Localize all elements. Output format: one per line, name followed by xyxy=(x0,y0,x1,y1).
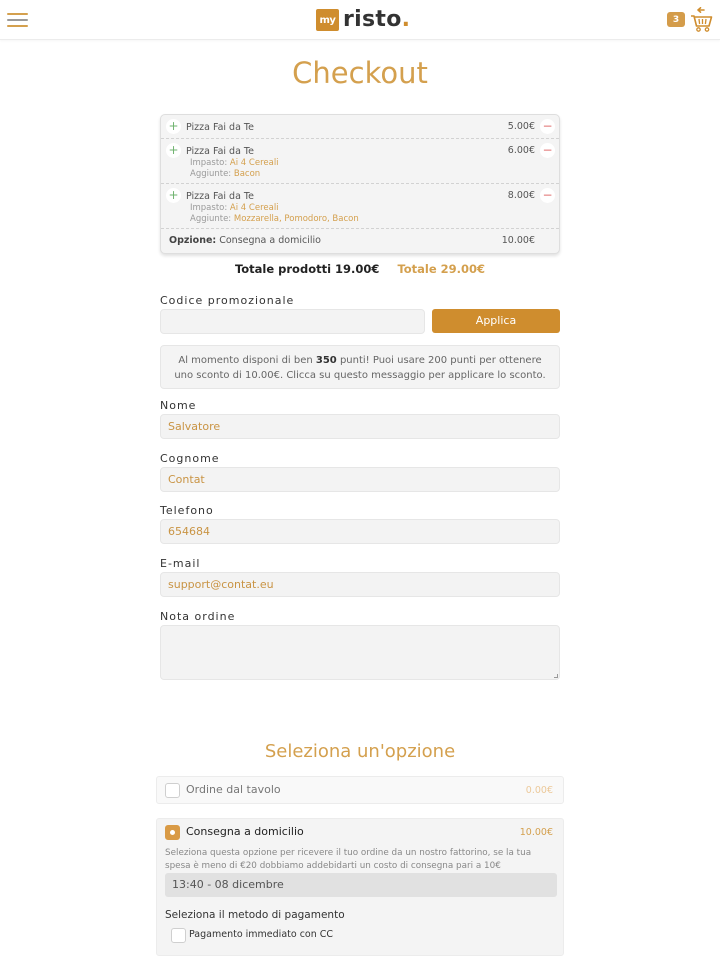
logo-text: risto xyxy=(343,7,402,32)
selected-option-row xyxy=(161,229,559,253)
option-value: Consegna a domicilio xyxy=(219,235,321,246)
delivery-checkbox[interactable] xyxy=(165,825,180,840)
decrease-quantity-button[interactable]: − xyxy=(540,143,555,158)
payment-method-title: Seleziona il metodo di pagamento xyxy=(165,909,345,921)
item-impasto xyxy=(186,203,559,214)
cart-list xyxy=(160,114,560,254)
nome-label: Nome xyxy=(160,399,197,412)
nota-ordine-textarea[interactable] xyxy=(160,625,560,680)
item-price: 8.00€ xyxy=(507,190,535,201)
cognome-label: Cognome xyxy=(160,452,220,465)
aggiunte-label: Aggiunte: xyxy=(190,169,232,179)
loyalty-points-message[interactable] xyxy=(160,345,560,389)
table-order-label: Ordine dal tavolo xyxy=(186,783,281,796)
cart-item xyxy=(161,115,559,139)
increase-quantity-button[interactable]: + xyxy=(166,188,181,203)
telefono-label: Telefono xyxy=(160,504,214,517)
cognome-input[interactable] xyxy=(160,467,560,492)
promo-code-label: Codice promozionale xyxy=(160,294,295,307)
aggiunte-value: Bacon xyxy=(233,169,261,179)
aggiunte-label: Aggiunte: xyxy=(190,214,232,224)
impasto-value: Ai 4 Cereali xyxy=(229,203,279,213)
products-total: Totale prodotti 19.00€ xyxy=(234,262,380,276)
cc-payment-label: Pagamento immediato con CC xyxy=(189,929,334,940)
item-price: 5.00€ xyxy=(507,121,535,132)
item-aggiunte xyxy=(186,214,559,225)
cart-icon[interactable] xyxy=(690,7,714,33)
option-price: 10.00€ xyxy=(501,235,535,246)
increase-quantity-button[interactable]: + xyxy=(166,143,181,158)
option-label: Opzione: xyxy=(169,235,217,246)
delivery-description: Seleziona questa opzione per ricevere il tuo ordine da un nostro fattorino, se la tua spesa è meno di €20 dobbiamo addebidarti un costo di consegna pari a 10€ xyxy=(165,848,532,871)
apply-promo-button[interactable]: Applica xyxy=(432,309,560,333)
item-name: Pizza Fai da Te xyxy=(186,146,254,157)
impasto-label: Impasto: xyxy=(190,203,228,213)
table-order-price: 0.00€ xyxy=(525,785,553,796)
points-count: 350 xyxy=(315,355,337,366)
delivery-label: Consegna a domicilio xyxy=(186,825,304,838)
options-section-title: Seleziona un'opzione xyxy=(264,741,456,762)
logo-box: my xyxy=(316,9,339,31)
item-name: Pizza Fai da Te xyxy=(186,122,254,133)
hamburger-menu-icon[interactable] xyxy=(7,12,28,28)
option-consegna-a-domicilio[interactable] xyxy=(156,818,564,956)
decrease-quantity-button[interactable]: − xyxy=(540,119,555,134)
option-ordine-dal-tavolo[interactable] xyxy=(156,776,564,804)
email-label: E-mail xyxy=(160,557,201,570)
cc-payment-checkbox[interactable] xyxy=(171,928,186,943)
cart-count-badge[interactable]: 3 xyxy=(667,12,685,27)
resize-handle-icon[interactable] xyxy=(554,674,558,678)
cart-item xyxy=(161,139,559,184)
totals xyxy=(0,262,720,276)
item-name: Pizza Fai da Te xyxy=(186,191,254,202)
impasto-value: Ai 4 Cereali xyxy=(229,158,279,168)
table-order-checkbox[interactable] xyxy=(165,783,180,798)
points-prefix: Al momento disponi di ben xyxy=(178,355,316,366)
nota-ordine-label: Nota ordine xyxy=(160,610,236,623)
promo-code-input[interactable] xyxy=(160,309,425,334)
cart-item xyxy=(161,184,559,229)
impasto-label: Impasto: xyxy=(190,158,228,168)
delivery-time-select[interactable]: 13:40 - 08 dicembre xyxy=(165,873,557,897)
grand-total: Totale 29.00€ xyxy=(397,262,486,276)
decrease-quantity-button[interactable]: − xyxy=(540,188,555,203)
page-title: Checkout xyxy=(292,56,428,90)
email-input[interactable] xyxy=(160,572,560,597)
logo-dot: . xyxy=(401,7,410,32)
points-suffix: punti! Puoi usare 200 punti per ottenere uno sconto di 10.00€. Clicca su questo messaggio per applicare lo sconto. xyxy=(174,355,546,381)
increase-quantity-button[interactable]: + xyxy=(166,119,181,134)
item-aggiunte xyxy=(186,169,559,180)
top-bar xyxy=(0,0,720,40)
nome-input[interactable] xyxy=(160,414,560,439)
delivery-price: 10.00€ xyxy=(519,827,553,838)
aggiunte-value: Mozzarella, Pomodoro, Bacon xyxy=(233,214,359,224)
item-price: 6.00€ xyxy=(507,145,535,156)
telefono-input[interactable] xyxy=(160,519,560,544)
logo[interactable] xyxy=(316,8,410,32)
item-impasto xyxy=(186,158,559,169)
